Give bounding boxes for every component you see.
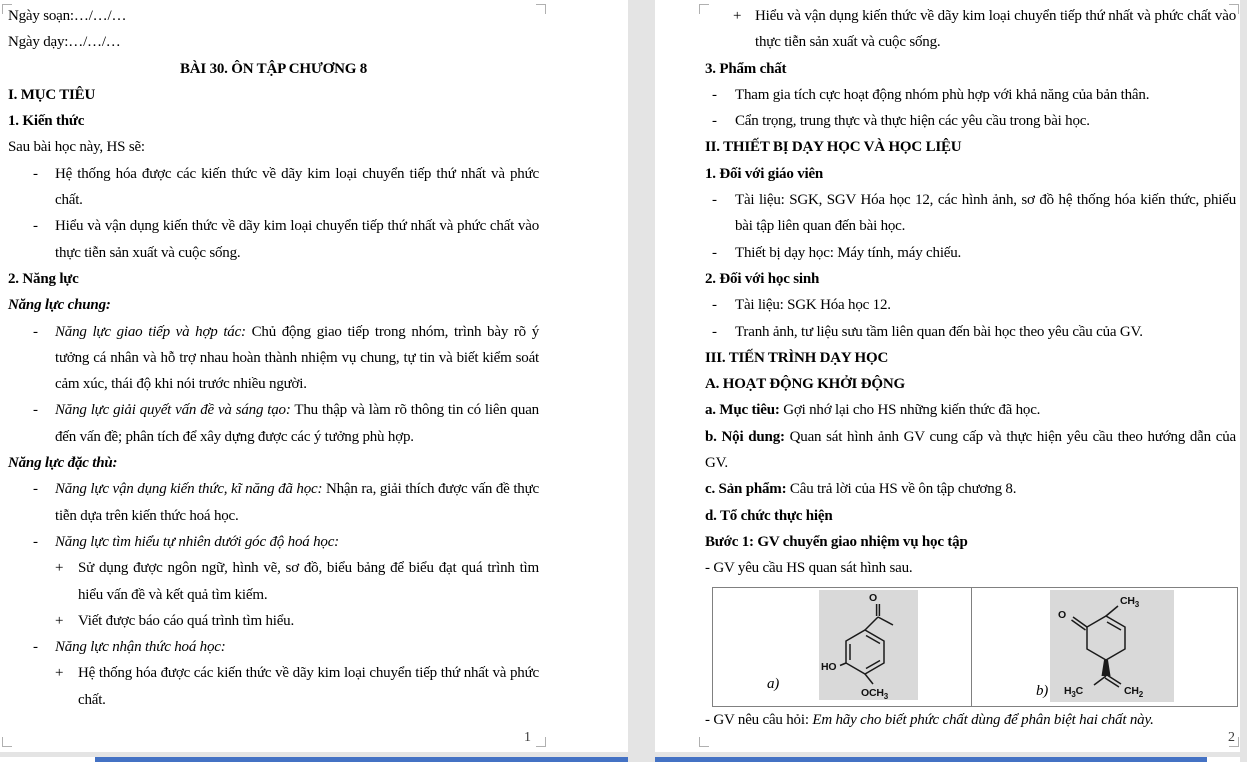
heading-giao-vien: 1. Đối với giáo viên [705, 165, 824, 182]
carvone-structure-icon [1050, 590, 1174, 702]
list-item-text: Tham gia tích cực hoạt động nhóm phù hợp với khả năng của bản thân. [735, 86, 1150, 103]
sub-list-item [55, 608, 539, 634]
plus-marker: + [55, 612, 64, 629]
muc-tieu-line [705, 397, 1236, 423]
list-item-text: Viết được báo cáo quá trình tìm hiểu. [78, 612, 295, 629]
atom-label-ho: HO [821, 660, 837, 673]
dash-marker: - [33, 639, 38, 656]
list-item [712, 292, 1236, 318]
text-boundary-mark [699, 737, 709, 747]
heading-khoi-dong: A. HOẠT ĐỘNG KHỞI ĐỘNG [705, 376, 905, 393]
list-item [712, 82, 1236, 108]
plus-marker: + [733, 8, 742, 24]
heading-pham-chat: 3. Phẩm chất [705, 60, 787, 77]
list-item-text: Hệ thống hóa được các kiến thức về dãy kim loại chuyển tiếp thứ nhất và phức chất. [78, 665, 539, 708]
document-page-1[interactable] [0, 0, 628, 752]
heading-kien-thuc: 1. Kiến thức [8, 113, 85, 130]
atom-label-h3c: $H_3C$ [1064, 684, 1084, 699]
figure-label-b: b) [1036, 683, 1049, 700]
list-item [33, 397, 539, 450]
gv-cau-hoi-line [705, 707, 1236, 733]
list-item-lead: Năng lực giao tiếp và hợp tác: [55, 323, 246, 340]
list-item-text: Thiết bị dạy học: Máy tính, máy chiếu. [735, 244, 962, 261]
sub-list-item [733, 3, 1236, 56]
figure-table [712, 587, 1238, 707]
heading-tien-trinh: III. TIẾN TRÌNH DẠY HỌC [705, 349, 889, 366]
list-item [33, 161, 539, 214]
figure-label-a: a) [767, 676, 780, 693]
list-item-text: Thu thập và làm rõ thông tin có liên quan đến vấn đề; phân tích để xây dựng được các ý tưởng phù hợp. [55, 402, 539, 445]
dash-marker: - [712, 86, 717, 103]
figure-cell-a [713, 588, 972, 706]
list-item-text: Hệ thống hóa được các kiến thức về dãy kim loại chuyển tiếp thứ nhất và phức chất. [55, 165, 539, 209]
san-pham-lead: c. Sản phẩm: [705, 481, 787, 498]
ngay-soan-line: Ngày soạn:…/…/… [8, 8, 127, 24]
heading-hoc-sinh: 2. Đối với học sinh [705, 270, 820, 287]
dash-marker: - [712, 192, 717, 209]
dash-marker: - [712, 244, 717, 261]
list-item-text: Sử dụng được ngôn ngữ, hình vẽ, sơ đồ, biểu bảng để biểu đạt quá trình tìm hiểu vấn đề và kết quả tìm kiếm. [78, 560, 539, 603]
heading-muc-tieu: I. MỤC TIÊU [8, 86, 96, 103]
dash-marker: - [33, 402, 38, 419]
list-item-text: Nhận ra, giải thích được vấn đề thực tiễn dựa trên kiến thức hoá học. [55, 481, 539, 524]
list-item [712, 187, 1236, 240]
dash-marker: - [33, 323, 38, 340]
list-item-text: Chủ động giao tiếp trong nhóm, trình bày rõ ý tưởng cá nhân và hỗ trợ nhau hoàn thành nhiệm vụ chung, tự tin và biết kiểm soát cảm xúc, thái độ khi nói trước nhiều người. [55, 323, 540, 393]
page-number-2: 2 [1228, 730, 1235, 745]
atom-label-ch2: $CH_2$ [1124, 684, 1144, 699]
atom-label-och3: $OCH_3$ [861, 686, 888, 700]
heading-buoc-1: Bước 1: GV chuyển giao nhiệm vụ học tập [705, 533, 968, 550]
page-number-1: 1 [524, 730, 531, 745]
plus-marker: + [55, 665, 64, 682]
gv-cau-hoi-question: Em hãy cho biết phức chất dùng để phân biệt hai chất này. [812, 711, 1154, 728]
list-item [712, 108, 1236, 134]
dash-marker: - [33, 533, 38, 550]
chem-structure-b-image [1050, 590, 1174, 702]
next-page-table-header-left [95, 757, 628, 762]
dash-marker: - [33, 481, 38, 498]
intro-line: Sau bài học này, HS sẽ: [8, 139, 145, 156]
list-item [33, 213, 539, 266]
list-item-text: Cẩn trọng, trung thực và thực hiện các yêu cầu trong bài học. [735, 113, 1090, 130]
dash-marker: - [712, 323, 717, 340]
gv-yeu-cau-line: - GV yêu cầu HS quan sát hình sau. [705, 560, 913, 577]
chem-structure-a-image [819, 590, 918, 700]
page-2-content [705, 3, 1236, 733]
list-item-text: Tài liệu: SGK, SGV Hóa học 12, các hình ảnh, sơ đồ hệ thống hóa kiến thức, phiếu bài tập liên quan đến bài học. [735, 192, 1236, 235]
heading-thiet-bi: II. THIẾT BỊ DẠY HỌC VÀ HỌC LIỆU [705, 139, 962, 156]
list-item-lead: Năng lực giải quyết vấn đề và sáng tạo: [55, 402, 291, 419]
atom-label-o: O [1058, 608, 1066, 621]
heading-nang-luc: 2. Năng lực [8, 270, 79, 287]
atom-label-o: O [869, 591, 877, 604]
list-item-text: Năng lực tìm hiểu tự nhiên dưới góc độ hoá học: [55, 533, 339, 550]
dash-marker: - [712, 297, 717, 314]
san-pham-line [705, 476, 1236, 502]
list-item [33, 476, 539, 529]
heading-nang-luc-dac-thu: Năng lực đặc thù: [8, 455, 118, 472]
list-item-text: Tranh ảnh, tư liệu sưu tầm liên quan đến bài học theo yêu cầu của GV. [735, 323, 1143, 340]
stereo-wedge-bond [1102, 660, 1111, 676]
muc-tieu-body: Gợi nhớ lại cho HS những kiến thức đã học. [779, 402, 1041, 419]
list-item-text: Hiểu và vận dụng kiến thức về dãy kim loại chuyển tiếp thứ nhất và phức chất vào thực tiễn sản xuất và cuộc sống. [755, 8, 1236, 51]
page-1-content [8, 3, 539, 713]
next-page-table-header-right [655, 757, 1207, 762]
list-item [712, 319, 1236, 345]
list-item-text: Hiểu và vận dụng kiến thức về dãy kim loại chuyển tiếp thứ nhất và phức chất vào thực tiễn sản xuất và cuộc sống. [55, 218, 539, 261]
heading-nang-luc-chung: Năng lực chung: [8, 297, 111, 314]
atom-label-ch3: $CH_3$ [1120, 594, 1140, 609]
muc-tieu-lead: a. Mục tiêu: [705, 402, 780, 419]
list-item [33, 529, 539, 555]
noi-dung-lead: b. Nội dung: [705, 428, 785, 445]
dash-marker: - [33, 165, 38, 182]
figure-cell-b [972, 588, 1236, 706]
plus-marker: + [55, 560, 64, 577]
heading-to-chuc: d. Tổ chức thực hiện [705, 507, 833, 524]
list-item-lead: Năng lực vận dụng kiến thức, kĩ năng đã học: [55, 481, 323, 498]
sub-list-item [55, 660, 539, 713]
list-item [712, 240, 1236, 266]
text-boundary-mark [2, 737, 12, 747]
ngay-day-line: Ngày dạy:…/…/… [8, 34, 121, 51]
list-item-text: Tài liệu: SGK Hóa học 12. [735, 297, 891, 314]
apocynin-structure-icon [819, 590, 918, 700]
list-item [33, 319, 539, 398]
list-item [33, 634, 539, 660]
noi-dung-line [705, 424, 1236, 477]
text-boundary-mark [536, 737, 546, 747]
noi-dung-body: Quan sát hình ảnh GV cung cấp và thực hiện yêu cầu theo hướng dẫn của GV. [705, 428, 1236, 472]
dash-marker: - [712, 113, 717, 130]
lesson-title: BÀI 30. ÔN TẬP CHƯƠNG 8 [179, 60, 368, 77]
san-pham-body: Câu trả lời của HS về ôn tập chương 8. [786, 481, 1017, 498]
sub-list-item [55, 555, 539, 608]
dash-marker: - [33, 218, 38, 235]
document-page-2[interactable] [655, 0, 1240, 752]
gv-cau-hoi-lead: - GV nêu câu hỏi: [705, 711, 813, 728]
list-item-text: Năng lực nhận thức hoá học: [55, 639, 226, 656]
